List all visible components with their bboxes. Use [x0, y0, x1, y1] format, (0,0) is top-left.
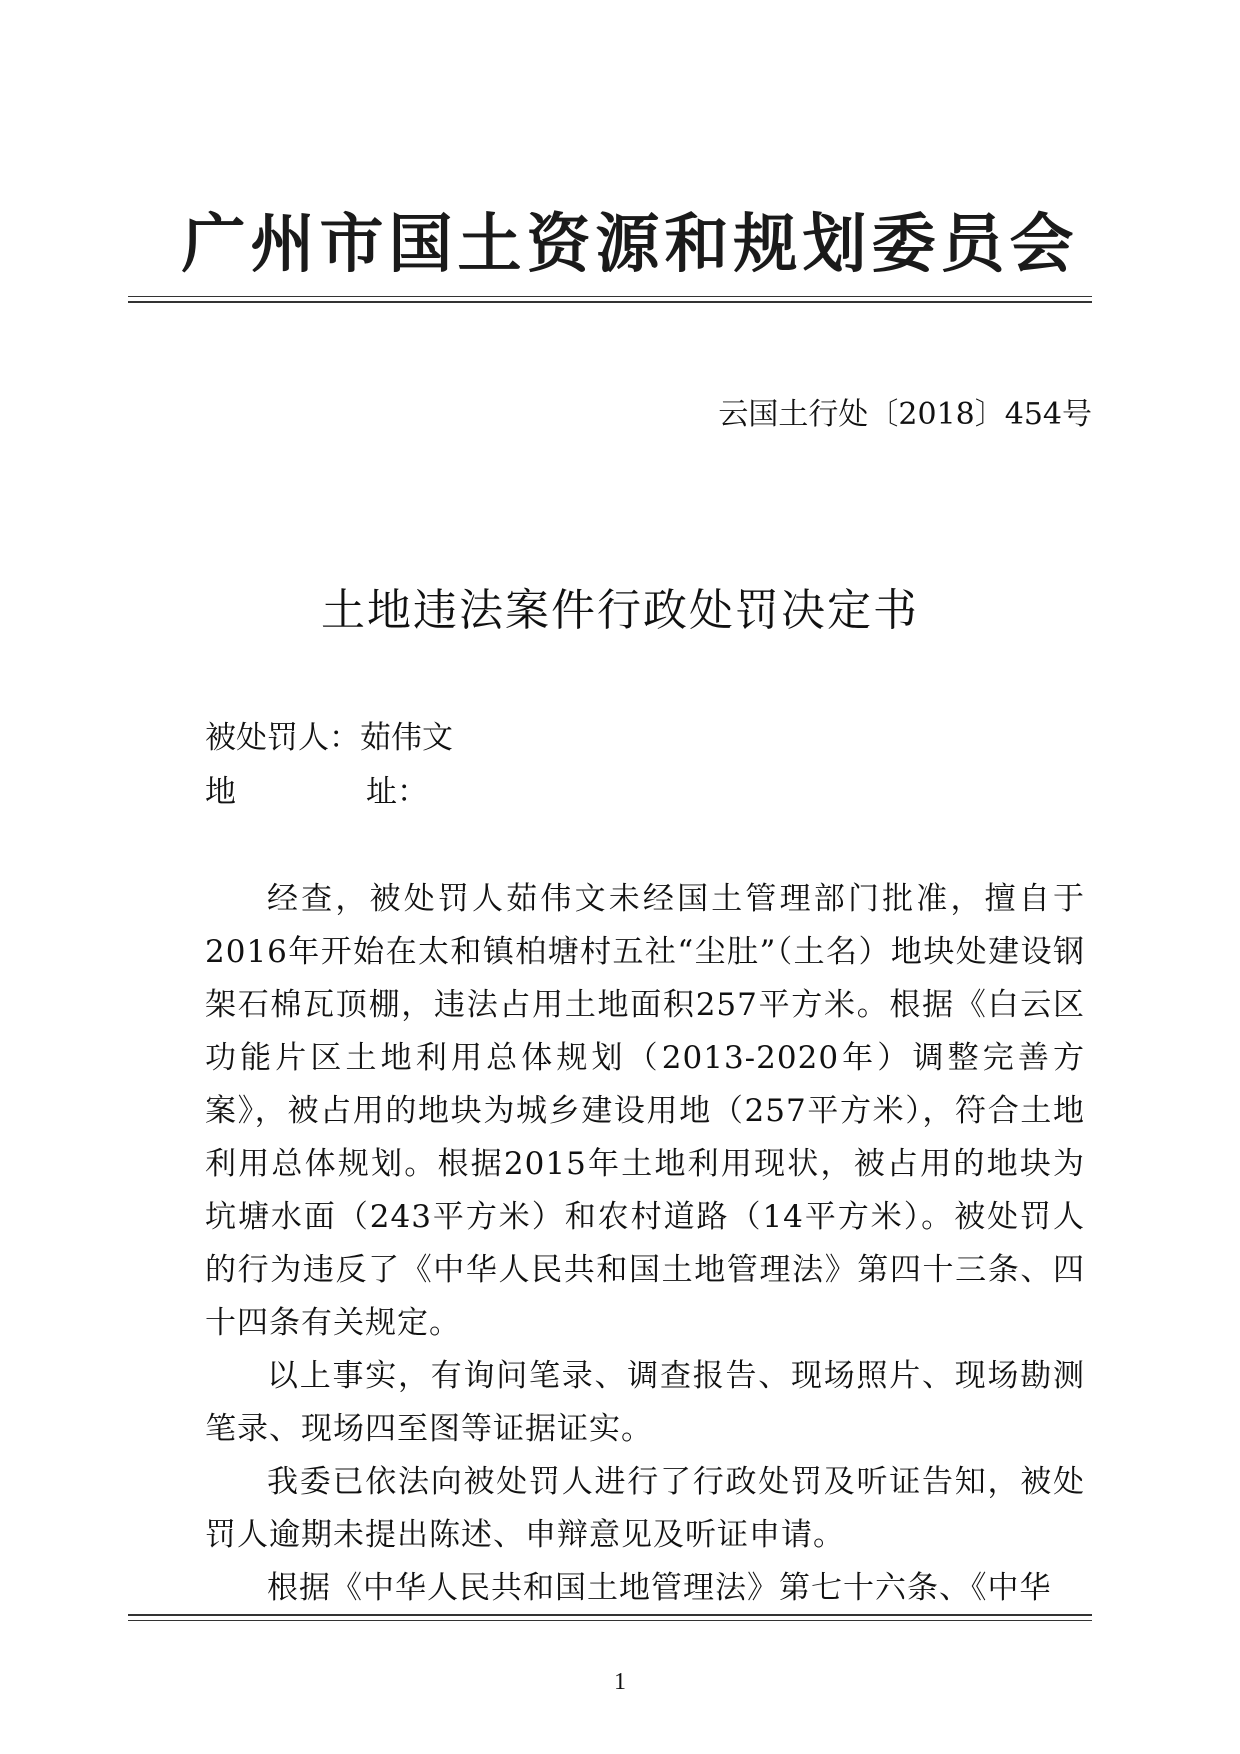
address-label-second: 址： — [366, 774, 428, 810]
body-paragraph-evidence: 以上事实，有询问笔录、调查报告、现场照片、现场勘测笔录、现场四至图等证据证实。 — [205, 1358, 1085, 1447]
footer-divider — [128, 1614, 1092, 1621]
address-line — [205, 772, 428, 812]
penalized-party-name: 茹伟文 — [360, 720, 453, 756]
penalized-party-label: 被处罚人： — [205, 720, 360, 756]
address-label-first: 地 — [205, 774, 236, 810]
page-number: 1 — [614, 1669, 626, 1695]
letterhead-org-name: 广州市国土资源和规划委员会 — [181, 207, 1079, 282]
penalized-party-line — [205, 718, 453, 758]
body-paragraph-facts: 经查，被处罚人茹伟文未经国土管理部门批准，擅自于2016年开始在太和镇柏塘村五社“尘肚”（土名）地块处建设钢架石棉瓦顶棚，违法占用土地面积257平方米。根据《白云区功能片区土地利用总体规划（2013-2020年）调整完善方案》，被占用的地块为城乡建设用地（257平方米），符合土地利用总体规划。根据2015年土地利用现状，被占用的地块为坑塘水面（243平方米）和农村道路（14平方米）。被处罚人的行为违反了《中华人民共和国土地管理法》第四十三条、四十四条有关规定。 — [205, 881, 1085, 1341]
document-title: 土地违法案件行政处罚决定书 — [321, 585, 919, 636]
document-number: 云国土行处〔2018〕454号 — [718, 397, 1092, 432]
body-paragraph-notice: 我委已依法向被处罚人进行了行政处罚及听证告知，被处罚人逾期未提出陈述、申辩意见及听证申请。 — [205, 1464, 1085, 1553]
document-body — [205, 873, 1085, 1615]
letterhead-divider — [128, 296, 1092, 303]
body-paragraph-legal-basis: 根据《中华人民共和国土地管理法》第七十六条、《中华 — [267, 1570, 1052, 1606]
